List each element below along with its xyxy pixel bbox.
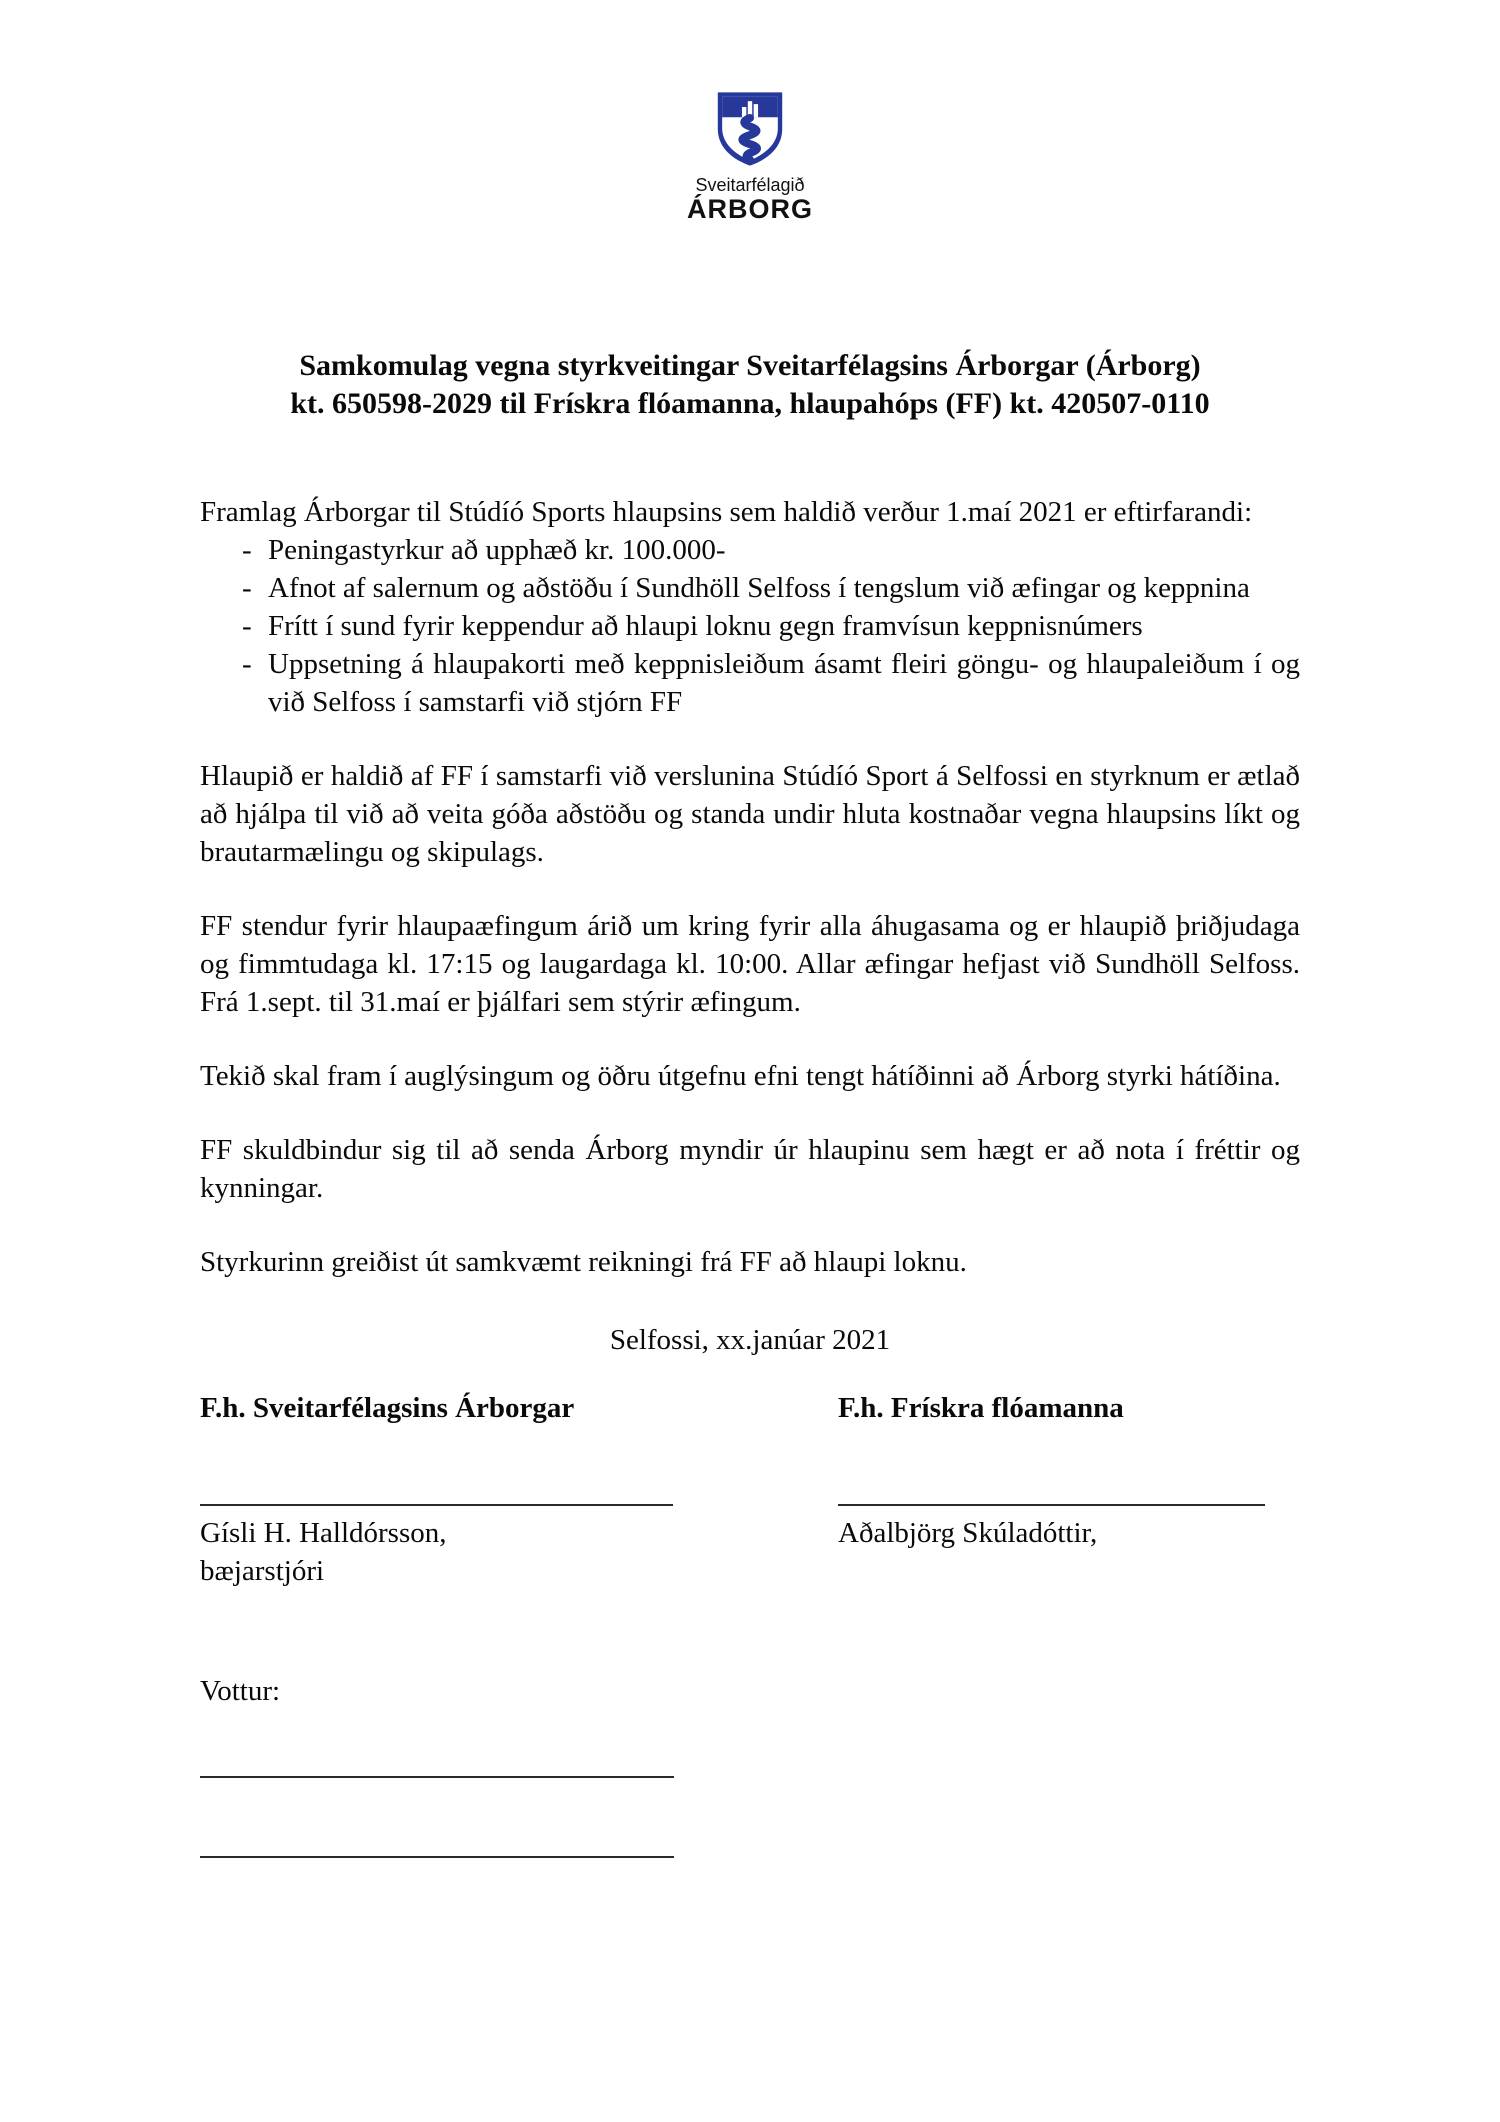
document-title-line2: kt. 650598-2029 til Frískra flóamanna, hlaupahóps (FF) kt. 420507-0110 <box>290 387 1210 420</box>
grant-list <box>200 531 1300 721</box>
list-item <box>200 645 1300 721</box>
signature-line-municipality <box>200 1504 673 1506</box>
signature-column-running-club <box>838 1389 1265 1590</box>
list-bullet-dash: - <box>242 648 252 680</box>
logo-org-name: Sveitarfélagið <box>695 175 805 195</box>
body-paragraph: Styrkurinn greiðist út samkvæmt reikningi frá FF að hlaupi loknu. <box>200 1246 967 1278</box>
logo-org-name-bold: ÁRBORG <box>687 194 813 224</box>
body-paragraph: FF stendur fyrir hlaupaæfingum árið um kring fyrir alla áhugasama og er hlaupið þriðjudaga og fimmtudaga kl. 17:15 og laugardaga kl. 10:00. Allar æfingar hefjast við Sundhöll Selfoss. Frá 1.sept. til 31.maí er þjálfari sem stýrir æfingum. <box>200 910 1300 1018</box>
list-item-text: Afnot af salernum og aðstöðu í Sundhöll Selfoss í tengslum við æfingar og keppnina <box>268 572 1250 604</box>
list-item <box>200 607 1300 645</box>
witness-signature-line <box>200 1776 674 1778</box>
signature-heading-municipality: F.h. Sveitarfélagsins Árborgar <box>200 1392 575 1424</box>
body-paragraph: Hlaupið er haldið af FF í samstarfi við verslunina Stúdíó Sport á Selfossi en styrknum er ætlað að hjálpa til við að veita góða aðstöðu og standa undir hluta kostnaðar vegna hlaupsins líkt og brautarmælingu og skipulags. <box>200 760 1300 868</box>
signature-column-municipality <box>200 1389 673 1590</box>
signature-heading-running-club: F.h. Frískra flóamanna <box>838 1392 1124 1424</box>
signature-role-municipality: bæjarstjóri <box>200 1555 325 1587</box>
list-item-text: Uppsetning á hlaupakorti með keppnisleiðum ásamt fleiri göngu- og hlaupaleiðum í og við Selfoss í samstarfi við stjórn FF <box>268 648 1300 718</box>
document-title <box>200 347 1300 423</box>
list-item <box>200 531 1300 569</box>
letterhead-logo <box>200 88 1300 223</box>
list-bullet-dash: - <box>242 534 252 566</box>
signature-name-municipality: Gísli H. Halldórsson, <box>200 1517 447 1549</box>
list-bullet-dash: - <box>242 572 252 604</box>
body-paragraph: Tekið skal fram í auglýsingum og öðru útgefnu efni tengt hátíðinni að Árborg styrki hátíðina. <box>200 1060 1281 1092</box>
list-item <box>200 569 1300 607</box>
arborg-coat-of-arms-icon <box>713 88 787 170</box>
intro-paragraph: Framlag Árborgar til Stúdíó Sports hlaupsins sem haldið verður 1.maí 2021 er eftirfarandi: <box>200 496 1253 528</box>
signature-name-running-club: Aðalbjörg Skúladóttir, <box>838 1517 1098 1549</box>
document-body <box>200 493 1300 1281</box>
list-item-text: Peningastyrkur að upphæð kr. 100.000- <box>268 534 726 566</box>
list-item-text: Frítt í sund fyrir keppendur að hlaupi loknu gegn framvísun keppnisnúmers <box>268 610 1143 642</box>
signature-section <box>200 1389 1300 1590</box>
date-line: Selfossi, xx.janúar 2021 <box>609 1324 891 1356</box>
document-title-line1: Samkomulag vegna styrkveitingar Sveitarfélagsins Árborgar (Árborg) <box>299 349 1201 382</box>
witness-signature-line <box>200 1856 674 1858</box>
list-bullet-dash: - <box>242 610 252 642</box>
body-paragraph: FF skuldbindur sig til að senda Árborg myndir úr hlaupinu sem hægt er að nota í fréttir og kynningar. <box>200 1134 1300 1204</box>
witness-label: Vottur: <box>200 1675 281 1707</box>
signature-line-running-club <box>838 1504 1265 1506</box>
